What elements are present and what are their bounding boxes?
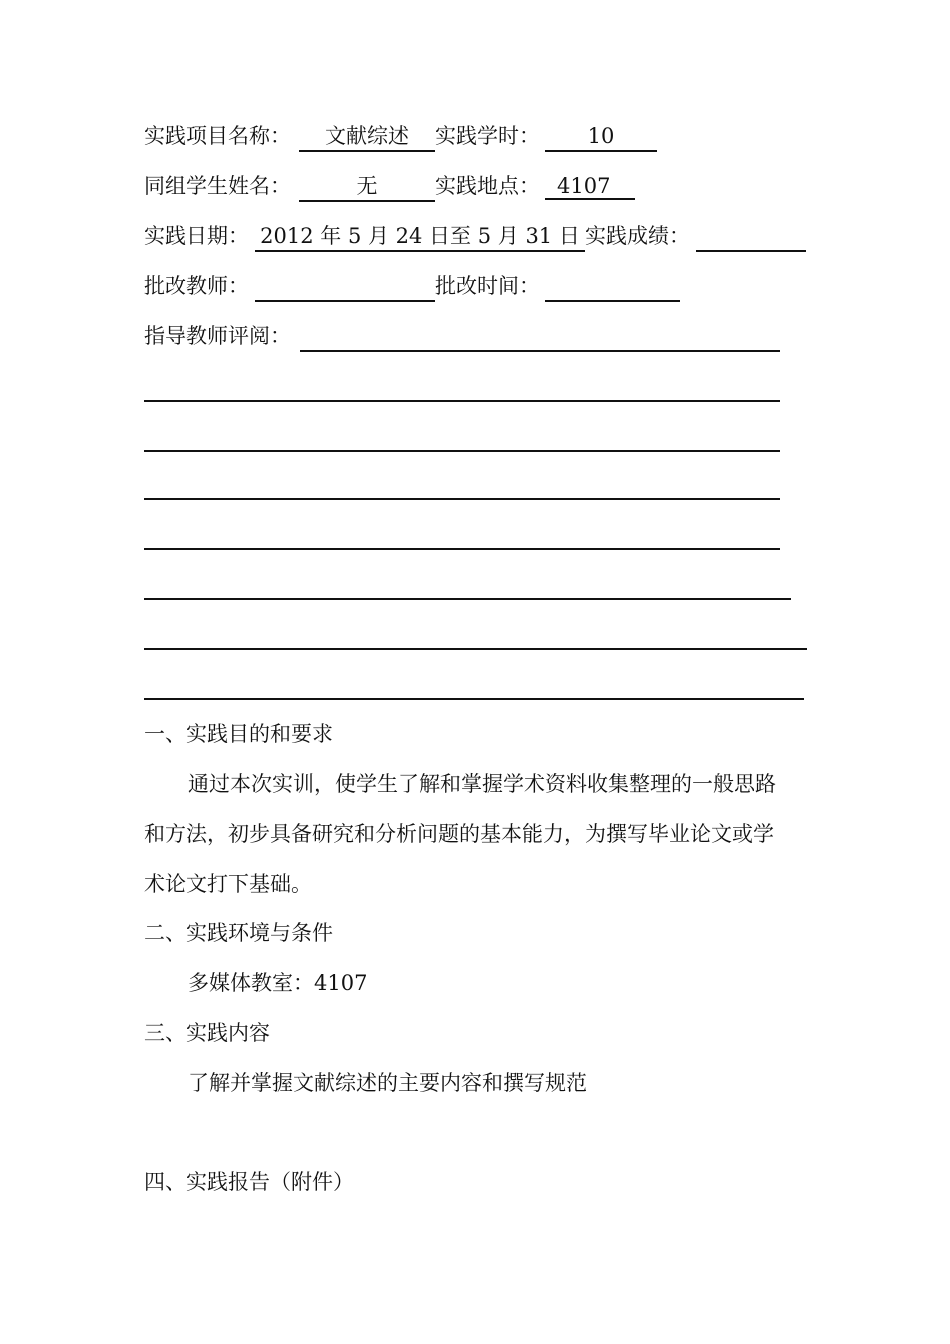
review-line-6[interactable] [144,598,791,600]
review-line-1[interactable] [300,350,780,352]
group-members-label: 同组学生姓名： [144,174,291,198]
score-field[interactable] [696,222,806,252]
section-3-heading: 三、实践内容 [144,1021,270,1045]
section-1-body-line-1: 通过本次实训，使学生了解和掌握学术资料收集整理的一般思路 [188,772,776,796]
section-2-body: 多媒体教室：4107 [188,971,368,995]
review-line-7[interactable] [144,648,807,650]
grader-label: 批改教师： [144,274,249,298]
section-3-body: 了解并掌握文献综述的主要内容和撰写规范 [188,1071,587,1095]
hours-field[interactable]: 10 [545,122,657,152]
review-line-3[interactable] [144,450,780,452]
review-label: 指导教师评阅： [144,324,291,348]
score-label: 实践成绩： [585,224,690,248]
date-label: 实践日期： [144,224,249,248]
project-name-field[interactable]: 文献综述 [299,122,435,152]
section-1-heading: 一、实践目的和要求 [144,722,333,746]
grader-field[interactable] [255,272,435,302]
review-line-4[interactable] [144,498,780,500]
review-line-2[interactable] [144,400,780,402]
review-line-5[interactable] [144,548,780,550]
grade-time-label: 批改时间： [435,274,540,298]
date-field[interactable]: 2012 年 5 月 24 日至 5 月 31 日 [255,222,585,252]
group-members-field[interactable]: 无 [299,172,435,202]
review-line-8[interactable] [144,698,804,700]
location-label: 实践地点： [435,174,540,198]
location-field[interactable]: 4107 [545,172,635,200]
section-4-heading: 四、实践报告（附件） [144,1170,354,1194]
section-1-body-line-2: 和方法，初步具备研究和分析问题的基本能力，为撰写毕业论文或学 [144,822,774,846]
section-2-heading: 二、实践环境与条件 [144,921,333,945]
project-name-label: 实践项目名称： [144,124,291,148]
hours-label: 实践学时： [435,124,540,148]
grade-time-field[interactable] [545,272,680,302]
section-1-body-line-3: 术论文打下基础。 [144,872,312,896]
